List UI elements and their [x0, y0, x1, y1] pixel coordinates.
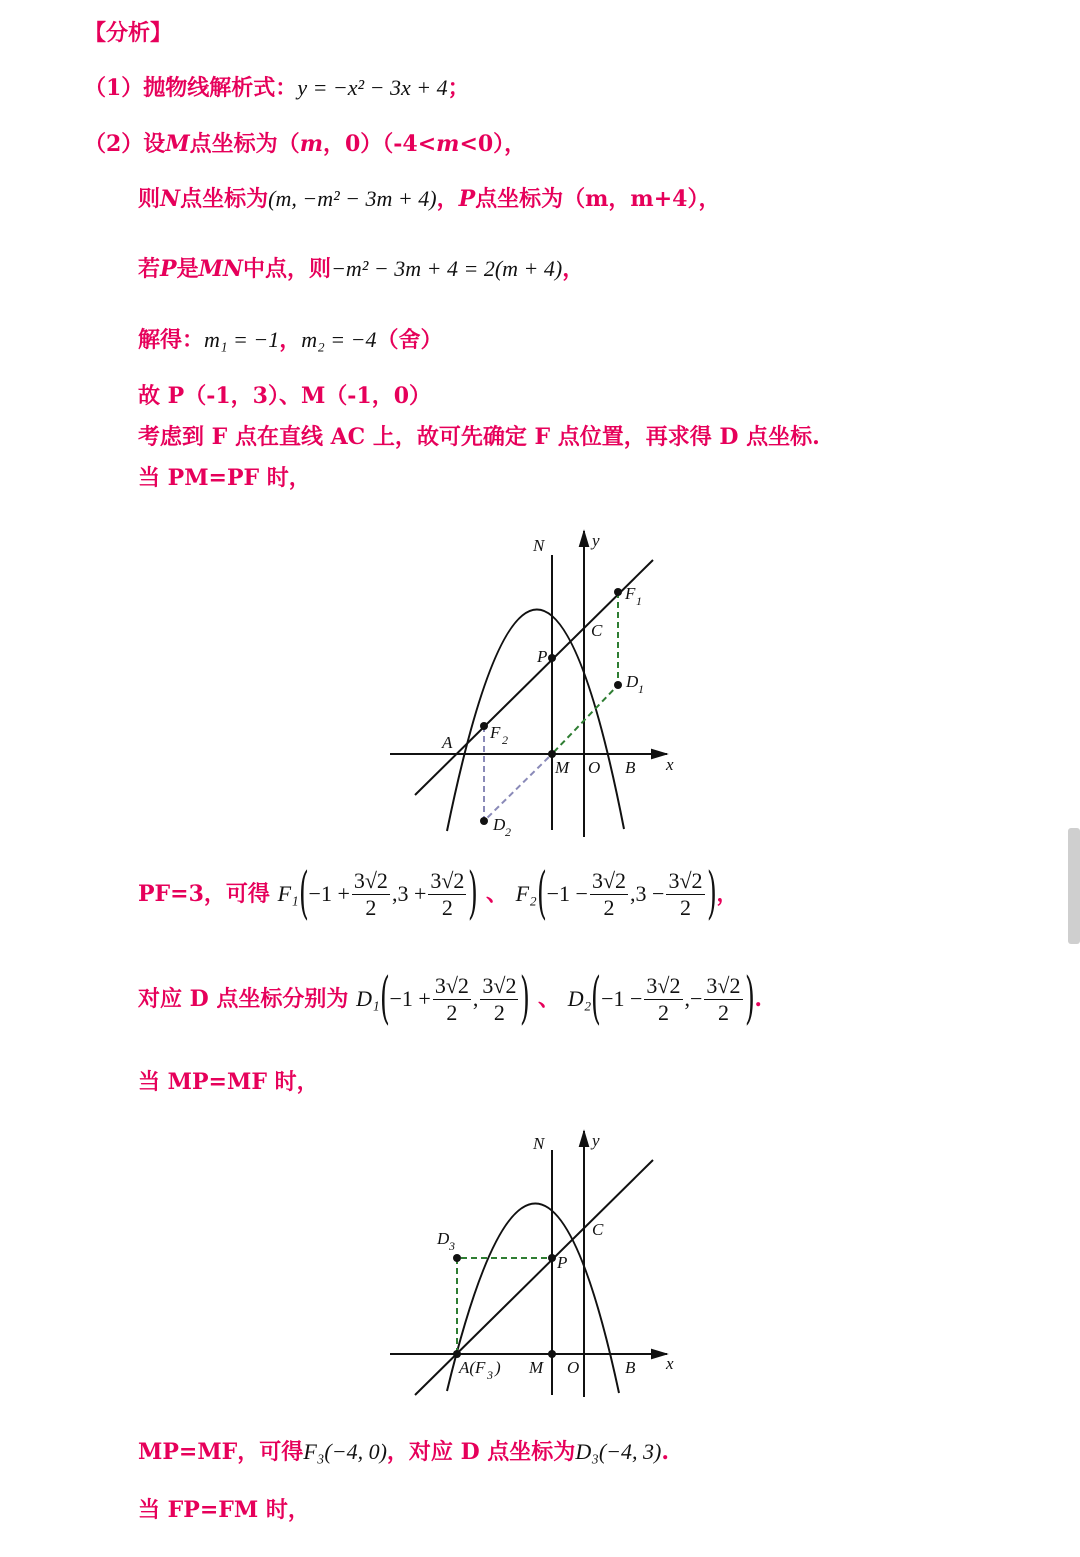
label-o: O	[588, 758, 601, 777]
n-coordinate: (m, −m² − 3m + 4)	[268, 186, 437, 211]
d-coordinates-line: 对应 D 点坐标分别为 D₁(−1 + $\frac{3√2}{2}$ , $\frac{3√2}{2}$ ) 、 D₂(−1 − $\frac{3√2}{2}$ ,− $\frac{3√2}{2}$ ).	[138, 966, 763, 1031]
consider-line: 考虑到 F 点在直线 AC 上，故可先确定 F 点位置，再求得 D 点坐标.	[138, 424, 820, 450]
label-a: A	[442, 733, 453, 752]
scrollbar[interactable]	[1068, 828, 1080, 944]
label-c: C	[591, 621, 603, 640]
label-y: y	[592, 1131, 600, 1150]
label-y: y	[592, 531, 600, 550]
n-coordinate-line: 则N点坐标为(m, −m² − 3m + 4)，P点坐标为（m，m+4），	[138, 186, 721, 212]
label-x: x	[666, 755, 674, 774]
pf-result-line: PF=3，可得 F₁(−1 + $\frac{3√2}{2}$ ,3 + $\frac{3√2}{2}$ ) 、 F₂(−1 − $\frac{3√2}{2}$ ,3 − $\frac{3√2}{2}$ )，	[138, 861, 739, 926]
midpoint-line: 若P是MN中点，则−m² − 3m + 4 = 2(m + 4)，	[138, 256, 585, 282]
part2-line: （2）设M点坐标为（m，0）（-4<m<0），	[84, 131, 527, 157]
label-b: B	[625, 758, 636, 777]
svg-text:3: 3	[449, 1239, 455, 1253]
label-m: M	[555, 758, 570, 777]
label-c: C	[592, 1220, 604, 1239]
point-a	[453, 1350, 461, 1358]
figure-2-diagram	[385, 1125, 685, 1400]
parabola	[447, 609, 624, 831]
point-d3	[453, 1254, 461, 1262]
figure-1-diagram	[385, 525, 685, 845]
label-n: N	[533, 1134, 545, 1153]
parabola-formula: y = −x² − 3x + 4	[297, 75, 448, 100]
svg-text:): )	[495, 1358, 501, 1377]
pm-coordinates: 故 P（-1，3）、M（-1，0）	[138, 383, 432, 409]
d1-label: D₁	[356, 986, 380, 1011]
label-d1: D	[626, 672, 639, 691]
point-d2	[480, 817, 488, 825]
svg-text:2: 2	[505, 825, 511, 839]
svg-text:1: 1	[638, 682, 644, 696]
f1-label: F₁	[277, 881, 299, 906]
label-x: x	[666, 1354, 674, 1373]
mf-result-line: MP=MF，可得F₃(−4, 0)，对应 D 点坐标为D₃(−4, 3).	[138, 1439, 670, 1465]
f3-coordinate: F₃(−4, 0)	[303, 1439, 387, 1464]
label-o: O	[567, 1358, 580, 1377]
midpoint-equation: −m² − 3m + 4 = 2(m + 4)	[331, 256, 563, 281]
label-b: B	[625, 1358, 636, 1377]
point-p	[548, 654, 556, 662]
solve-line: 解得：m₁ = −1，m₂ = −4（舍）	[138, 327, 443, 353]
d2-label: D₂	[567, 986, 592, 1011]
label-f1: F	[625, 584, 636, 603]
label-a-f3: A(F	[459, 1358, 486, 1377]
point-f2	[480, 722, 488, 730]
point-f1	[614, 588, 622, 596]
case3-heading: 当 FP=FM 时，	[138, 1497, 310, 1523]
point-p	[548, 1254, 556, 1262]
part1-line: （1）抛物线解析式：y = −x² − 3x + 4；	[84, 75, 470, 101]
label-p: P	[557, 1253, 568, 1272]
svg-text:2: 2	[502, 733, 508, 747]
point-m	[548, 750, 556, 758]
svg-text:3: 3	[487, 1368, 493, 1382]
point-d1	[614, 681, 622, 689]
case1-heading: 当 PM=PF 时，	[138, 465, 311, 491]
analysis-header: 【分析】	[84, 20, 173, 46]
d3-coordinate: D₃(−4, 3)	[575, 1439, 662, 1464]
label-m: M	[529, 1358, 544, 1377]
label-f2: F	[490, 723, 501, 742]
svg-text:1: 1	[636, 594, 642, 608]
label-n: N	[533, 536, 545, 555]
label-d2: D	[493, 815, 506, 834]
point-m	[548, 1350, 556, 1358]
label-p: P	[537, 647, 548, 666]
f2-label: F₂	[515, 881, 537, 906]
case2-heading: 当 MP=MF 时，	[138, 1069, 319, 1095]
label-d3: D	[437, 1229, 450, 1248]
